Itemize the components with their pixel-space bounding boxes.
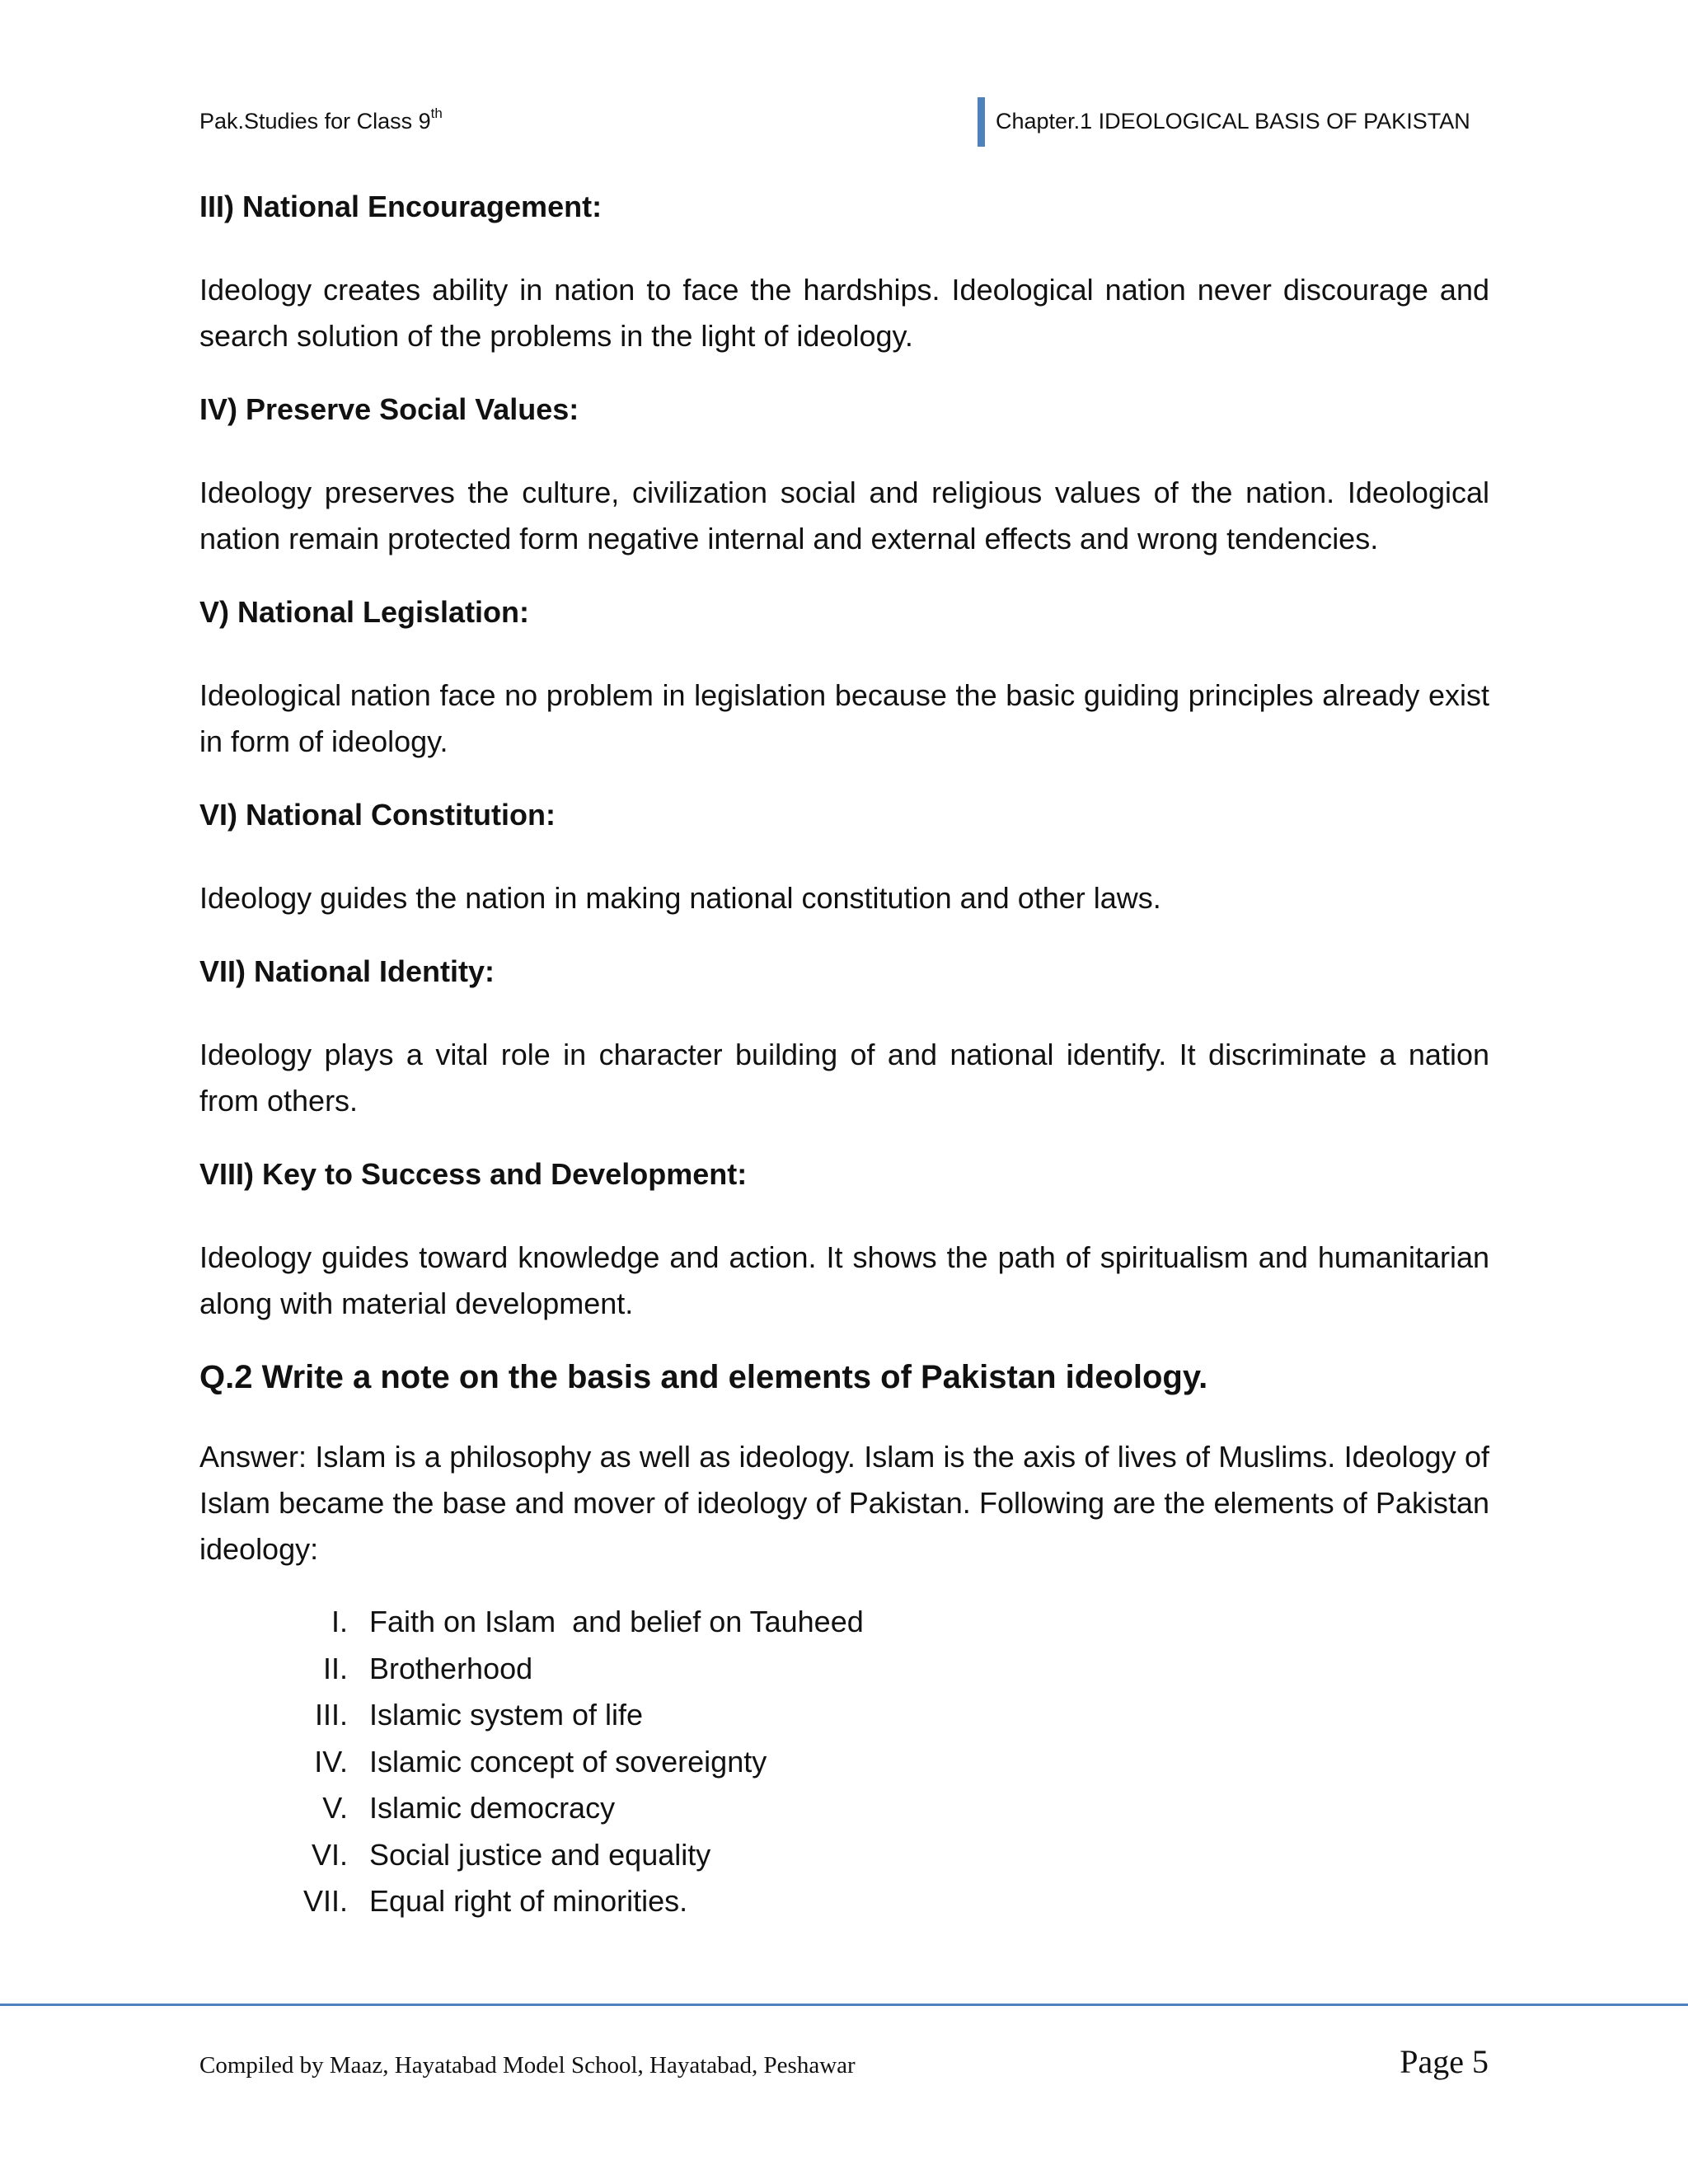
list-item [199,1785,1489,1832]
list-item [199,1599,1489,1646]
list-item-number: VII. [302,1884,348,1918]
page-number: Page 5 [1400,2043,1489,2080]
header-accent-bar [978,97,985,147]
page-content [199,183,1489,1925]
section-heading: IV) Preserve Social Values: [199,392,579,426]
question-heading: Q.2 Write a note on the basis and elements of Pakistan ideology. [199,1359,1208,1395]
list-item-number: II. [322,1651,348,1685]
elements-list [199,1599,1489,1925]
section-heading: VII) National Identity: [199,954,495,988]
section-paragraph: Ideology guides the nation in making national constitution and other laws. [199,881,1161,915]
list-item-number: V. [322,1791,348,1825]
list-item [199,1878,1489,1925]
answer-paragraph: Answer: Islam is a philosophy as well as ideology. Islam is the axis of lives of Muslims. Ideology of Islam became the base and mover of ideology of Pakistan. Following are the elements of Pakistan ideology: [199,1440,1489,1566]
running-header-left [199,105,443,134]
header-superscript: th [430,105,443,121]
list-item [199,1739,1489,1786]
section-heading: III) National Encouragement: [199,190,603,223]
list-item-text: Brotherhood [369,1651,533,1685]
section-paragraph: Ideological nation face no problem in legislation because the basic guiding principles already exist in form of ideology. [199,678,1489,758]
list-item-text: Islamic concept of sovereignty [369,1744,767,1779]
list-item-text: Equal right of minorities. [369,1884,688,1918]
section-heading: VI) National Constitution: [199,798,556,832]
section-heading: V) National Legislation: [199,595,530,629]
running-header-chapter: Chapter.1 IDEOLOGICAL BASIS OF PAKISTAN [996,109,1470,134]
footer-divider [0,2004,1688,2006]
list-item-text: Social justice and equality [369,1837,711,1872]
footer-credit: Compiled by Maaz, Hayatabad Model School, Hayatabad, Peshawar [199,2052,856,2079]
list-item [199,1832,1489,1879]
list-item [199,1692,1489,1739]
header-book-title: Pak.Studies for Class 9 [199,109,431,134]
section-paragraph: Ideology guides toward knowledge and action. It shows the path of spiritualism and humanitarian along with material development. [199,1240,1489,1320]
list-item-number: III. [314,1698,348,1732]
list-item-text: Islamic democracy [369,1791,616,1825]
list-item-number: VI. [311,1837,348,1872]
section-heading: VIII) Key to Success and Development: [199,1157,748,1191]
list-item [199,1646,1489,1693]
section-paragraph: Ideology preserves the culture, civilization social and religious values of the nation. Ideological nation remain protected form negative internal and external effects and wrong tendencies. [199,476,1489,555]
section-paragraph: Ideology creates ability in nation to face the hardships. Ideological nation never discourage and search solution of the problems in the light of ideology. [199,273,1489,353]
list-item-text: Faith on Islam and belief on Tauheed [369,1605,864,1638]
list-item-number: I. [331,1605,348,1638]
list-item-number: IV. [314,1744,348,1779]
section-paragraph: Ideology plays a vital role in character building of and national identify. It discriminate a nation from others. [199,1038,1489,1118]
list-item-text: Islamic system of life [369,1698,644,1732]
